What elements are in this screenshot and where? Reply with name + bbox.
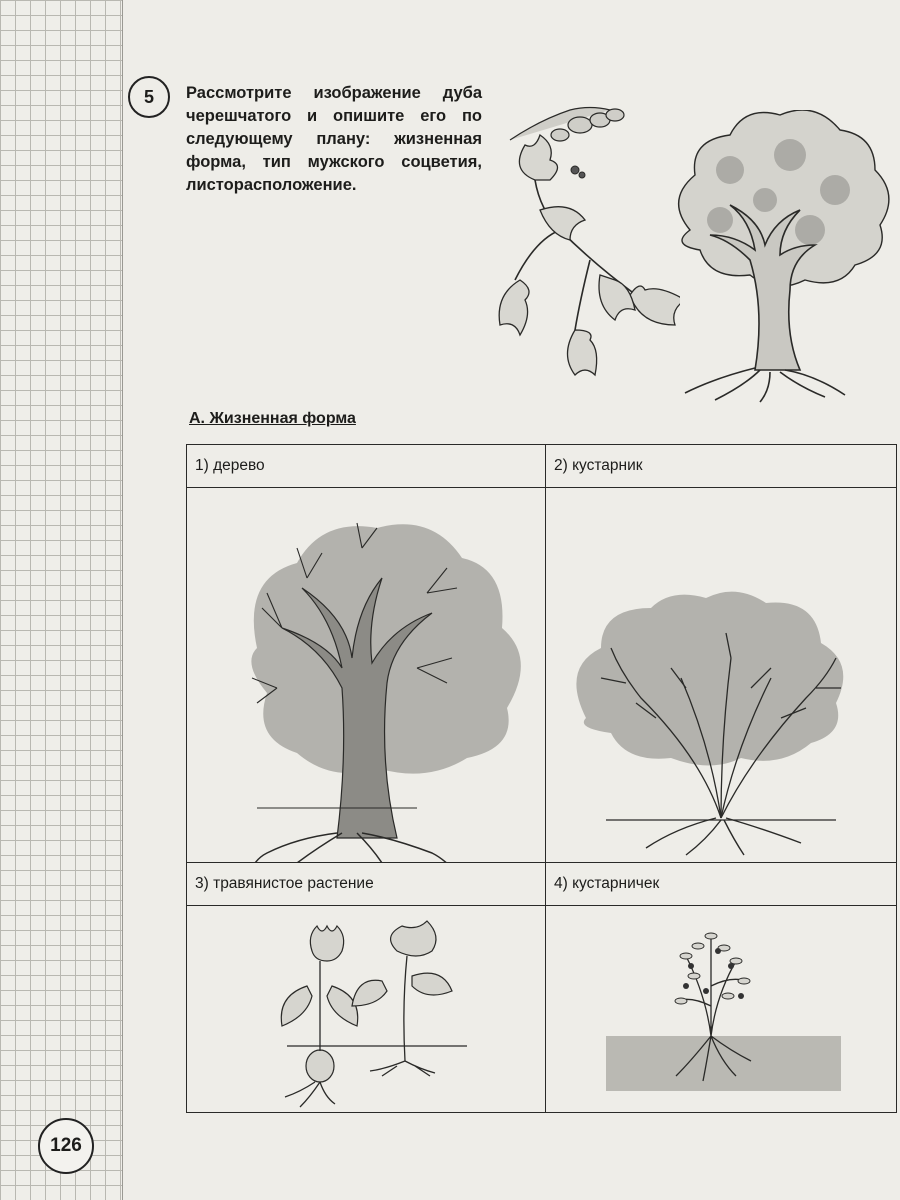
life-form-label-subshrub: 4) кустарничек [554, 875, 660, 892]
cell-subshrub-image [546, 906, 897, 1113]
cell-shrub-label [546, 445, 897, 488]
page-number-badge [38, 1118, 94, 1174]
task-number-badge [128, 76, 170, 118]
cell-herb-label [187, 863, 546, 906]
cell-tree-label [187, 445, 546, 488]
shrub-illustration [546, 488, 896, 862]
page-number: 126 [50, 1135, 82, 1156]
section-a-title: А. Жизненная форма [189, 410, 356, 427]
life-forms-table [186, 444, 897, 1113]
cell-tree-image [187, 488, 546, 863]
task-number: 5 [143, 86, 154, 107]
herb-illustration [187, 906, 545, 1112]
oak-branch-illustration [480, 80, 680, 410]
subshrub-illustration [546, 906, 896, 1112]
oak-tree-illustration [660, 110, 890, 405]
tree-illustration [187, 488, 545, 862]
task-text: Рассмотрите изображение дуба черешчатого и опишите его по следующему плану: жизненная форма, тип мужского соцветия, листорасположение. [186, 84, 482, 194]
life-form-label-tree: 1) дерево [195, 457, 265, 474]
life-form-label-shrub: 2) кустарник [554, 457, 643, 474]
cell-herb-image [187, 906, 546, 1113]
cell-shrub-image [546, 488, 897, 863]
cell-subshrub-label [546, 863, 897, 906]
life-form-label-herb: 3) травянистое растение [195, 875, 374, 892]
grid-margin [0, 0, 123, 1200]
